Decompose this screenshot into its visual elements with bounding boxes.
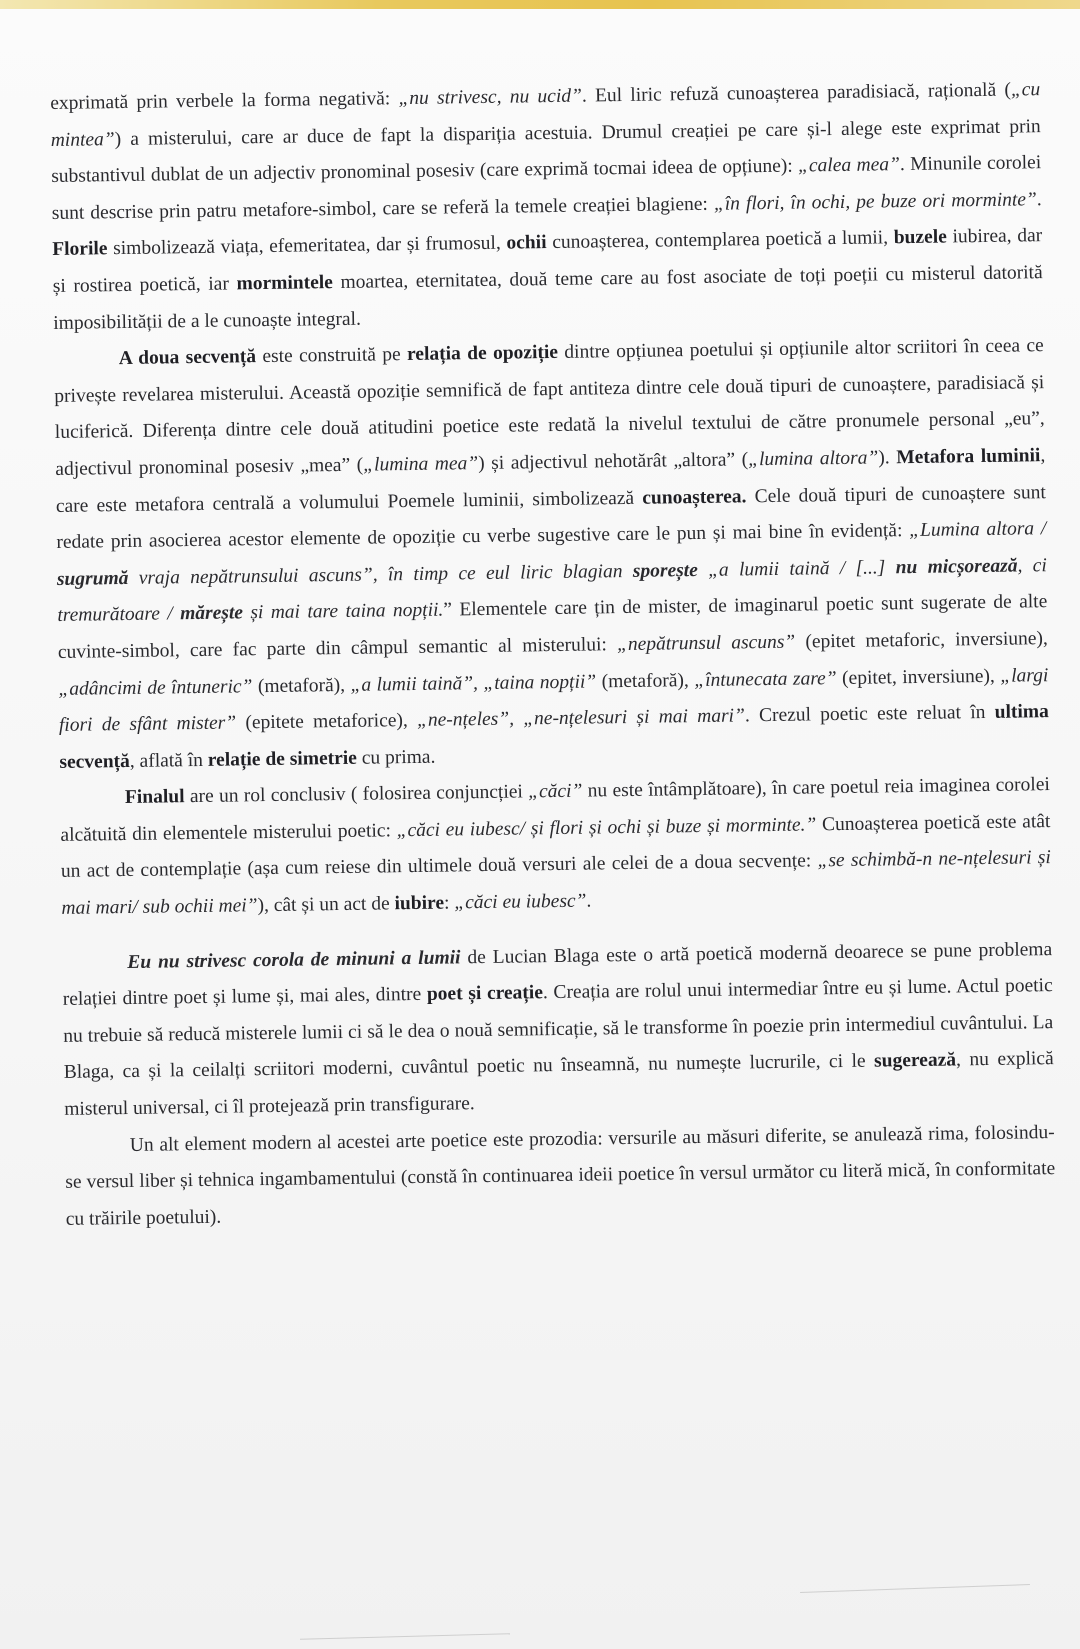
paragraph [54,328,1050,781]
bold-italic-run: sporește [632,559,698,582]
bold-italic-run: Eu nu strivesc corola de minuni a lumii [127,947,461,973]
text-run: nu este întâmplătoare), în care poetul reia imaginea corolei alcătuită din elementele misterului poetic: [60,774,1050,846]
text-run: (metaforă), [596,669,695,692]
italic-run: „căci eu iubesc/ și flori și ochi și buze și morminte.” [396,814,817,842]
bold-run: relație de simetrie [207,747,358,771]
text-run: cu prima. [356,746,436,769]
bold-italic-run: sugrumă [56,567,129,590]
italic-run: vraja nepătrunsului ascuns”, în timp ce eul liric blagian [128,560,633,589]
bold-run: poet și creație [426,982,544,1006]
bold-run: Finalul [124,786,185,809]
text-run: . Minunile corolei sunt descrise prin patru metafore-simbol, care se referă la temele creației blagiene: [51,152,1042,224]
italic-run: „a lumii taină / [...] [697,556,896,581]
italic-run: „în flori, în ochi, pe buze ori morminte” [713,189,1037,215]
text-run: ) a misterului, care ar duce de fapt la dispariția acestuia. Drumul creației pe care și-l alege este exprimat prin substantivul dublat de un adjectiv pronominal posesiv (care exprimă tocmai ideea de opțiune): [51,115,1041,188]
italic-run: și mai tare taina nopții. [242,599,444,624]
text-run: ). [878,447,897,469]
text-run: ), cât și un act de [257,893,395,917]
text-run: (epitet metaforic, inversiune), [795,628,1048,653]
text-run: . [1036,188,1042,211]
italic-run: „Lumina altora / [909,518,1047,542]
italic-run: , ci tremurătoare / [57,554,1047,627]
text-run: dintre opțiunea poetului și opțiunile altor scriitori în ceea ce privește revelarea misterului. Această opoziție semnifică de fapt antiteza dintre cele două tipuri de cunoaștere, paradisiacă și luciferică. Diferența dintre cele două atitudini poetice este redată la nivelul textului de către pronumele personal „eu”, adjectivul pronominal posesiv „mea” ( [54,335,1045,480]
text-run: (metaforă), [252,674,351,697]
text-run: . Eul liric refuză cunoașterea paradisiacă, rațională ( [581,79,1012,107]
paragraph [50,72,1043,342]
text-run: Cunoașterea poetică este atât un act de contemplație (așa cum reiese din ultimele două versuri ale celei de a doua secvențe: [60,810,1051,883]
text-run: . [586,890,592,912]
bold-italic-run: mărește [180,602,244,625]
text-run: de Lucian Blaga este o artă poetică modernă deoarece se pune problema relației dintre poet și lume și, mai ales, dintre [62,938,1053,1011]
text-run: Cele două tipuri de cunoaștere sunt redate prin asocierea acestor elemente de opoziție cu verbe sugestive care le pun și mai bine în evidență: [56,481,1046,554]
italic-run: „întunecata zare” [694,667,837,691]
bold-run: relația de opoziție [406,342,559,366]
text-run: , nu explică misterul universal, ci îl protejează prin transfigurare. [64,1048,1054,1120]
italic-run: „nu strivesc, nu ucid” [398,85,583,110]
text-run: , aflată în [129,749,208,772]
italic-run: „adâncimi de întuneric” [58,675,253,700]
bold-run: Metafora luminii [896,445,1041,469]
paragraph [62,932,1054,1129]
bold-run: ultima secvență [59,701,1049,773]
text-run: . Crezul poetic este reluat în [744,701,995,727]
text-run: (epitete metaforice), [236,710,418,734]
text-run: : [443,892,455,914]
text-run: este construită pe [255,344,408,368]
italic-run: „căci” [528,780,583,803]
italic-run: „cu mintea” [50,79,1041,151]
document-body [50,72,1056,1238]
bold-italic-run: nu micșorează [895,555,1018,578]
text-run: are un rol conclusiv ( folosirea conjuncției [184,781,529,808]
paragraph [60,767,1052,927]
bold-run: mormintele [236,272,334,295]
text-run: exprimată prin verbele la forma negativă: [50,88,399,114]
bold-run: ochii [506,232,547,255]
text-run: moartea, eternitatea, două teme care au fost asociate de toți poeții cu misterul datorită imposibilității de a le cunoaște integral. [53,262,1043,334]
italic-run: „calea mea” [797,154,901,177]
text-run: ) și adjectivul nehotărât „altora” ( [478,449,749,474]
italic-run: „largi fiori de sfânt mister” [58,664,1049,737]
text-run: cunoașterea, contemplarea poetică a lumii, [546,227,894,254]
bottom-pencil-mark [300,1633,510,1639]
bold-run: sugerează [873,1049,957,1073]
italic-run: „lumina altora” [748,447,879,471]
text-run: (epitet, inversiune), [836,665,1001,689]
paragraph [65,1115,1056,1239]
text-run: . Creația are rolul unui intermediar între eu și lume. Actul poetic nu trebuie să reducă misterele lumii ci să le dea o nouă semnificație, să le transforme în poezie prin intermediul cuvântului. La Blaga, ca și la ceilalți scriitori moderni, cuvântul poetic nu înseamnă, nu numește lucrurile, ci le [63,975,1054,1084]
yellow-top-band [0,0,1080,9]
bottom-right-pencil-mark [800,1584,1030,1593]
text-run: , care este metafora centrală a volumului Poemele luminii, simbolizează [55,445,1046,517]
bold-run: Florile [52,238,108,261]
bold-run: cunoașterea. [642,485,747,509]
text-run: ” Elementele care țin de mister, de imaginarul poetic sunt sugerate de alte cuvinte-simbol, care fac parte din câmpul semantic al misterului: [57,591,1048,663]
italic-run: „a lumii taină”, „taina nopții” [350,670,597,696]
italic-run: „ne-nțeles”, „ne-nțelesuri și mai mari” [416,705,746,732]
italic-run: „nepătrunsul ascuns” [616,631,796,656]
bold-run: A doua secvență [118,346,257,370]
italic-run: „căci eu iubesc” [454,890,587,914]
bold-run: buzele [893,226,947,249]
text-run: simbolizează viața, efemeritatea, dar și frumosul, [107,233,507,260]
text-run: Un alt element modern al acestei arte poetice este prozodia: versurile au măsuri diferite, se anulează rima, folosindu-se versul liber și tehnica ingambamentului (constă în continuarea ideii poetice în versul următor cu literă mică, în conformitate cu trăirile poetului). [65,1121,1056,1230]
italic-run: „lumina mea” [363,452,479,476]
text-run: iubirea, dar și rostirea poetică, iar [52,225,1043,297]
italic-run: „se schimbă-n ne-nțelesuri și mai mari/ sub ochii mei” [61,847,1052,919]
bold-run: iubire [394,892,445,915]
